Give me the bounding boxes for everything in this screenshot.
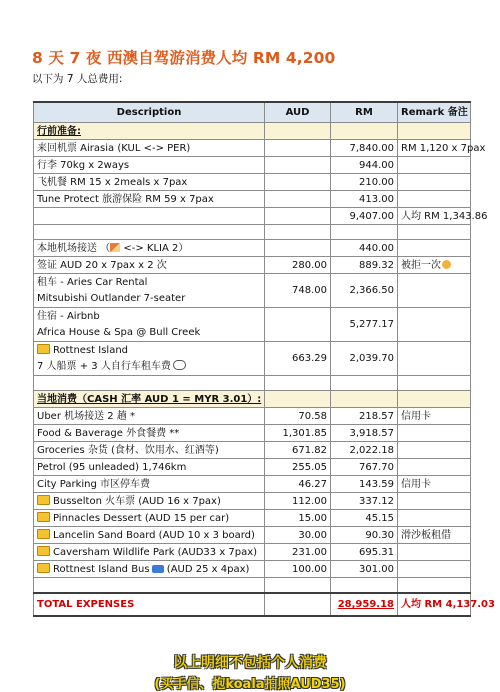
row-desc: Tune Protect 旅游保险 RM 59 x 7pax [34,191,265,208]
row-desc: 住宿 - Airbnb Africa House & Spa @ Bull Creek [34,308,265,342]
row-remark: RM 1,120 x 7pax [398,140,471,157]
house-icon [110,243,120,252]
row-desc: 来回机票 Airasia (KUL <-> PER) [34,140,265,157]
expense-table [33,101,495,617]
table-row [34,191,471,208]
row-remark: 信用卡 [398,476,471,493]
row-remark [398,459,471,476]
row-aud: 231.00 [265,544,331,561]
table-row [34,274,471,308]
row-desc: Rottnest Island Bus (AUD 25 x 4pax) [34,561,265,578]
footer-note-line2: (买手信、抱koala拍照AUD35) [154,677,346,692]
row-aud: 1,301.85 [265,425,331,442]
row-remark [398,240,471,257]
row-aud [265,240,331,257]
row-rm: 143.59 [331,476,398,493]
row-remark [398,157,471,174]
row-desc: Caversham Wildlife Park (AUD33 x 7pax) [34,544,265,561]
row-aud: 748.00 [265,274,331,308]
page-title: 8 天 7 夜 西澳自驾游消费人均 RM 4,200 [32,49,336,67]
total-rm: 28,959.18 [331,593,398,616]
row-rm: 3,918.57 [331,425,398,442]
row-aud: 15.00 [265,510,331,527]
row-aud: 663.29 [265,342,331,376]
table-row [34,561,471,578]
row-rm: 695.31 [331,544,398,561]
header-rm: RM [331,102,398,123]
table-row [34,459,471,476]
row-aud: 100.00 [265,561,331,578]
page-subtitle: 以下为 7 人总费用: [32,73,123,85]
row-remark [398,493,471,510]
row-desc: Food & Baverage 外食餐费 ** [34,425,265,442]
row-desc: City Parking 市区停车费 [34,476,265,493]
row-desc: 本地机场接送 （ <-> KLIA 2） [34,240,265,257]
row-desc: Rottnest Island 7 人船票 + 3 人自行车租车费 [34,342,265,376]
row-rm: 45.15 [331,510,398,527]
row-aud [265,140,331,157]
row-aud: 671.82 [265,442,331,459]
table-row [34,408,471,425]
row-rm: 210.00 [331,174,398,191]
row-aud: 46.27 [265,476,331,493]
total-remark: 人均 RM 4,137.03 [398,593,471,616]
table-row [34,140,471,157]
table-row [34,425,471,442]
section-row-local [34,391,471,408]
row-remark [398,342,471,376]
blank-row [34,578,471,594]
blank-row [34,225,471,240]
row-aud [265,191,331,208]
row-aud [265,208,331,225]
bike-icon [173,360,186,370]
row-remark: 人均 RM 1,343.86 [398,208,471,225]
header-aud: AUD [265,102,331,123]
row-remark [398,544,471,561]
row-remark [398,561,471,578]
header-remark: Remark 备注 [398,102,471,123]
row-desc [34,208,265,225]
table-row [34,240,471,257]
bus-icon [152,565,164,573]
row-aud [265,157,331,174]
row-aud: 112.00 [265,493,331,510]
row-rm: 9,407.00 [331,208,398,225]
row-rm: 90.30 [331,527,398,544]
row-desc: 租车 - Aries Car Rental Mitsubishi Outlander 7-seater [34,274,265,308]
face-icon [442,260,451,269]
row-aud [265,308,331,342]
ticket-icon [37,563,50,573]
row-remark: 信用卡 [398,408,471,425]
footer-note-line1: 以上明细不包括个人消费 [173,655,327,671]
table-row [34,527,471,544]
row-remark [398,308,471,342]
row-remark: 滑沙板租借 [398,527,471,544]
row-rm: 2,366.50 [331,274,398,308]
row-desc: Lancelin Sand Board (AUD 10 x 3 board) [34,527,265,544]
table-row [34,157,471,174]
row-rm: 218.57 [331,408,398,425]
row-aud: 70.58 [265,408,331,425]
row-aud: 255.05 [265,459,331,476]
row-rm: 2,022.18 [331,442,398,459]
table-row [34,442,471,459]
row-rm: 7,840.00 [331,140,398,157]
section-row-prep [34,123,471,140]
ticket-icon [37,344,50,354]
row-rm: 440.00 [331,240,398,257]
row-desc: 飞机餐 RM 15 x 2meals x 7pax [34,174,265,191]
ticket-icon [37,529,50,539]
row-rm: 5,277.17 [331,308,398,342]
row-aud: 280.00 [265,257,331,274]
row-remark: 被拒一次 [398,257,471,274]
row-aud [265,174,331,191]
row-aud: 30.00 [265,527,331,544]
row-remark [398,191,471,208]
row-desc: Uber 机场接送 2 趟 * [34,408,265,425]
row-remark [398,274,471,308]
row-rm: 889.32 [331,257,398,274]
row-desc: Groceries 杂货 (食材、饮用水、红酒等) [34,442,265,459]
row-rm: 767.70 [331,459,398,476]
ticket-icon [37,546,50,556]
blank-row [34,376,471,391]
section-label: 当地消费（CASH 汇率 AUD 1 = MYR 3.01）: [34,391,265,408]
row-rm: 301.00 [331,561,398,578]
table-row [34,544,471,561]
row-remark [398,510,471,527]
ticket-icon [37,495,50,505]
total-label: TOTAL EXPENSES [34,593,265,616]
table-row [34,342,471,376]
row-rm: 2,039.70 [331,342,398,376]
total-row [34,593,471,616]
table-row [34,510,471,527]
subtotal-row [34,208,471,225]
table-row [34,174,471,191]
table-row [34,257,471,274]
row-desc: 签证 AUD 20 x 7pax x 2 次 [34,257,265,274]
row-rm: 413.00 [331,191,398,208]
row-rm: 944.00 [331,157,398,174]
table-row [34,493,471,510]
row-remark [398,174,471,191]
table-row [34,476,471,493]
row-remark [398,442,471,459]
row-desc: Petrol (95 unleaded) 1,746km [34,459,265,476]
row-rm: 337.12 [331,493,398,510]
row-desc: 行李 70kg x 2ways [34,157,265,174]
table-header-row [34,102,471,123]
row-desc: Busselton 火车票 (AUD 16 x 7pax) [34,493,265,510]
ticket-icon [37,512,50,522]
row-remark [398,425,471,442]
section-label: 行前准备: [34,123,265,140]
row-desc: Pinnacles Dessert (AUD 15 per car) [34,510,265,527]
table-row [34,308,471,342]
header-description: Description [34,102,265,123]
